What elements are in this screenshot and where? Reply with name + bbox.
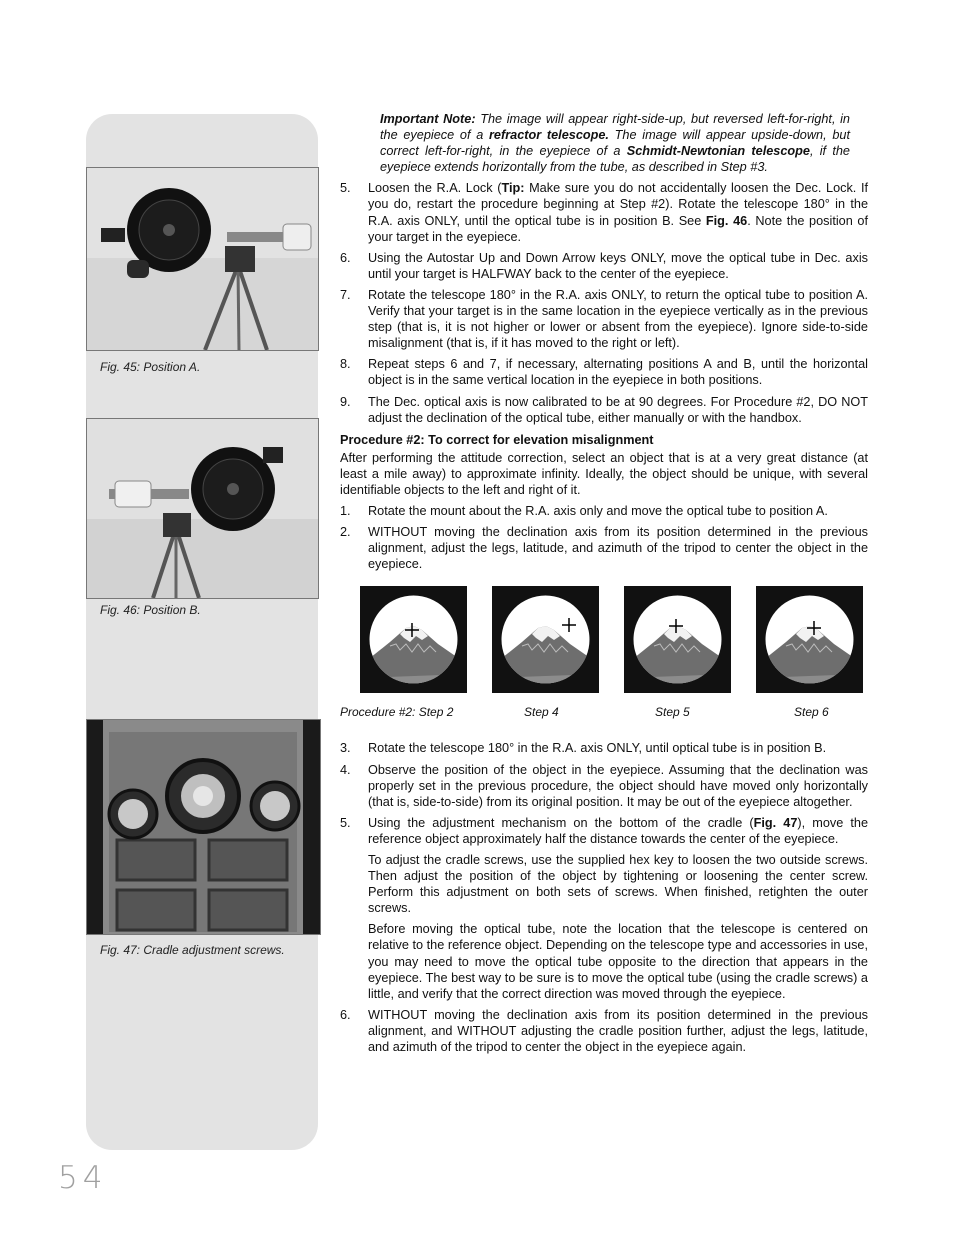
proc2-step-6: 6. WITHOUT moving the declination axis from its position determined in the previous alignment, and WITHOUT adjusting the cradle position further, adjust the legs, latitude, and azimuth of the tripod to center the object in the eyepiece again. [340,1007,868,1055]
eyepiece-view-step-4 [492,586,599,693]
eyepiece-view-step-5 [624,586,731,693]
fig45-photo [86,167,319,351]
main-text [340,111,868,1060]
proc2-step-4: 4. Observe the position of the object in the eyepiece. Assuming that the declination was properly set in the previous procedure, the object should have moved only horizontally (that is, side-to-side) from its original position. It may be out of the eyepiece altogether. [340,762,868,809]
procedure2-intro: After performing the attitude correction, select an object that is at a very great distance (at least a mile away) to approximate infinity. Ideally, the object should be unique, with several identifiable objects to the left and right of it. [340,450,868,497]
proc1-step-9: 9. The Dec. optical axis is now calibrated to be at 90 degrees. For Procedure #2, DO NOT adjust the declination of the optical tube, either manually or with the handbox. [340,394,868,425]
proc2-step-3: 3. Rotate the telescope 180° in the R.A. axis ONLY, until optical tube is in position B. [340,741,827,756]
eyepiece-label-step-4: Step 4 [524,705,559,720]
fig46-caption: Fig. 46: Position B. [100,603,201,617]
proc2-step-5-paragraph-2: To adjust the cradle screws, use the supplied hex key to loosen the two outside screws. Then adjust the position of the object by tightening or loosening the center screw. Perform this adjustment on both sets of screws. When finished, retighten the outer screws. [368,853,868,916]
fig47-caption: Fig. 47: Cradle adjustment screws. [100,943,285,957]
proc2-step-5-paragraph-3: Before moving the optical tube, note the location that the telescope is centered on relative to the reference object. Depending on the telescope type and accessories in use, you may need to move the optical tube opposite to the direction that appears in the eyepiece. The best way to be sure is to move the optical tube (using the cradle screws) a little, and verify that the correct direction was moved through the eyepiece. [368,922,868,1001]
proc1-step-8: 8. Repeat steps 6 and 7, if necessary, alternating positions A and B, until the horizontal object is in the same vertical location in the eyepiece in both positions. [340,357,868,388]
proc1-step-7: 7. Rotate the telescope 180° in the R.A. axis ONLY, to return the optical tube to position A. Verify that your target is in the same location in the eyepiece vertically as in the previous step (that is, it is not higher or lower or absent from the eyepiece). Ignore side-to-side misalignment (that is, if it has moved to the right or left). [340,287,868,351]
eyepiece-label-step-2: Procedure #2: Step 2 [340,705,454,720]
proc1-step-5: 5. Loosen the R.A. Lock (Tip: Make sure you do not accidentally loosen the Dec. Lock. If you do, restart the procedure beginning at Step #2). Rotate the telescope 180° in the R.A. axis ONLY, until the optical tube is in position B. See Fig. 46. Note the position of your target in the eyepiece. [340,181,869,244]
proc1-step-6: 6. Using the Autostar Up and Down Arrow keys ONLY, move the optical tube in Dec. axis until your target is HALFWAY back to the center of the eyepiece. [340,250,868,281]
important-note: Important Note: The image will appear right-side-up, but reversed left-for-right, in the eyepiece of a refractor telescope. The image will appear upside-down, but correct left-for-right, in the eyepiece of a Schmidt-Newtonian telescope, if the eyepiece extends horizontally from the tube, as described in Step #3. [380,112,850,175]
eyepiece-diagrams [340,586,868,736]
procedure2-heading: Procedure #2: To correct for elevation misalignment [340,432,654,447]
proc2-step-5: 5. Using the adjustment mechanism on the bottom of the cradle (Fig. 47), move the reference object approximately half the distance towards the center of the eyepiece. [340,815,869,846]
eyepiece-label-step-5: Step 5 [655,705,690,720]
eyepiece-view-step-6 [756,586,863,693]
fig46-photo [86,418,319,599]
fig45-caption: Fig. 45: Position A. [100,360,201,374]
eyepiece-view-step-2 [360,586,467,693]
fig47-photo [86,719,321,935]
proc2-step-2: 2. WITHOUT moving the declination axis from its position determined in the previous alignment, adjust the legs, latitude, and azimuth of the tripod to center the object in the eyepiece. [340,525,868,572]
page-number: 54 [58,1160,108,1196]
eyepiece-label-step-6: Step 6 [794,705,829,720]
proc2-step-1: 1. Rotate the mount about the R.A. axis only and move the optical tube to position A. [340,504,828,519]
